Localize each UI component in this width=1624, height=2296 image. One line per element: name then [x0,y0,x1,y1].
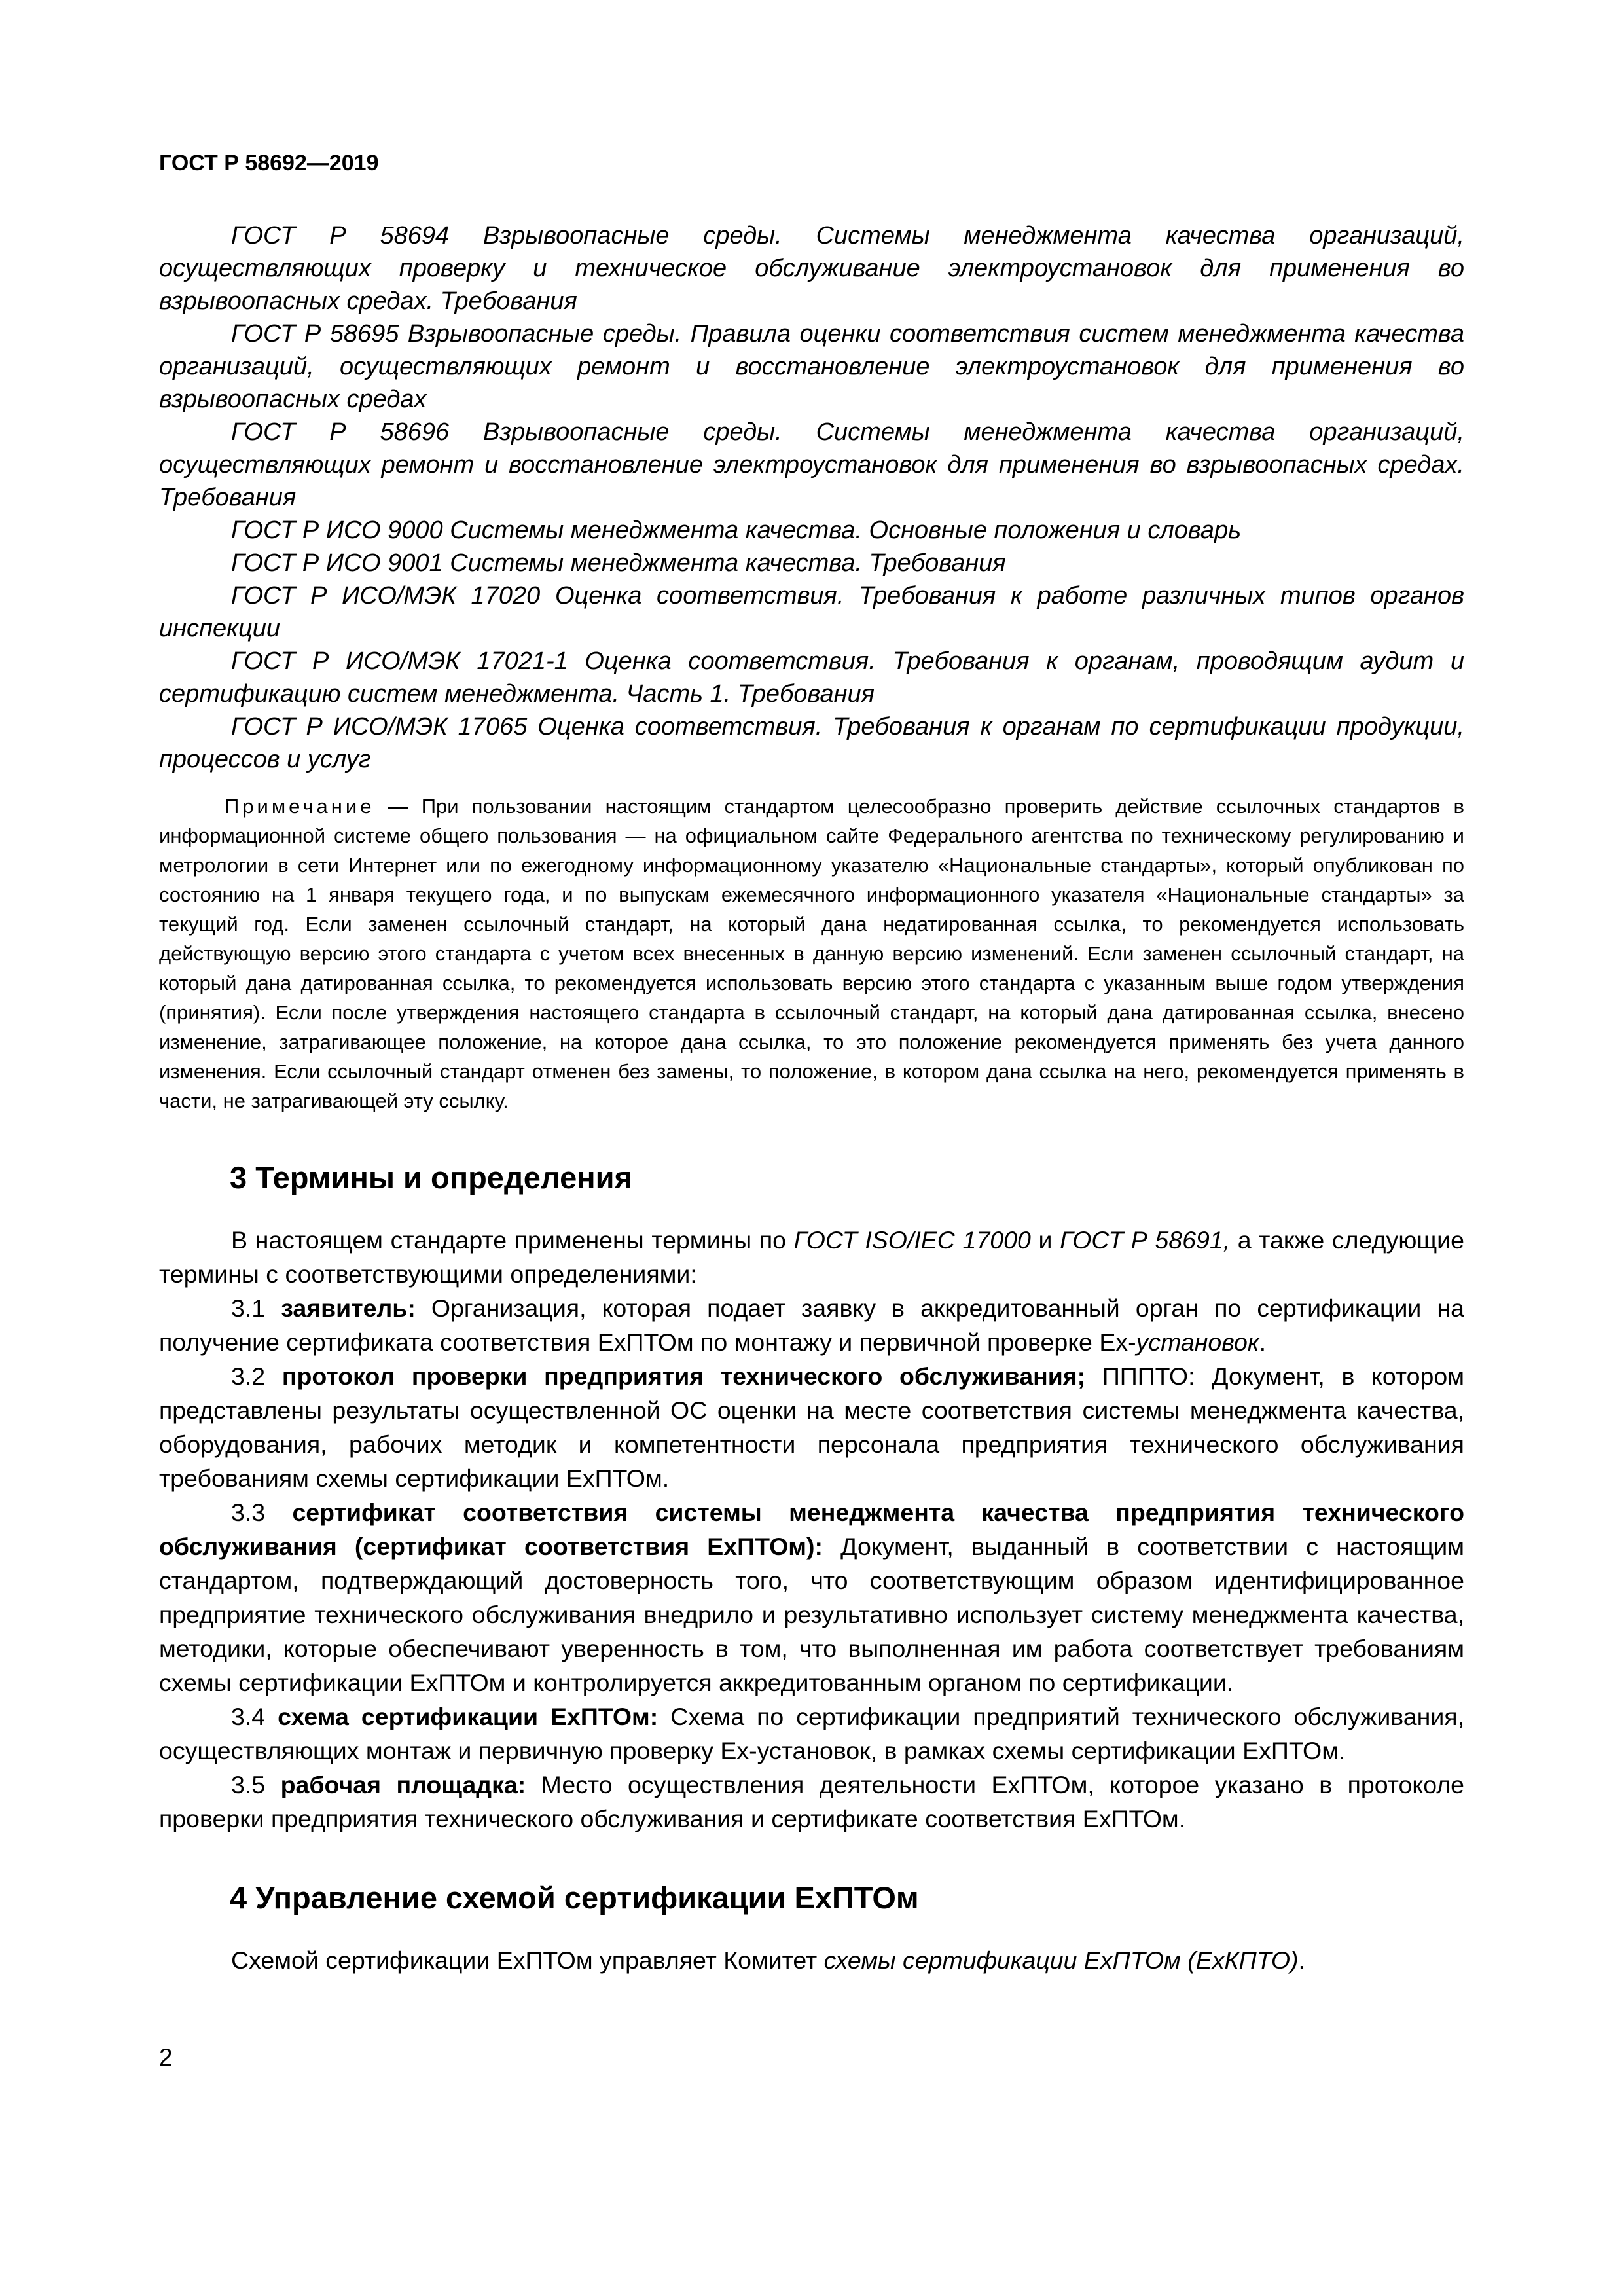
reference-item: ГОСТ Р 58694 Взрывоопасные среды. Системы менеджмента качества организаций, осуществляющих проверку и техническое обслуживание электроустановок для применения во взрывоопасных средах. Требования [159,222,1464,315]
term-number: 3.2 [231,1362,282,1390]
term-3-3 [159,1495,1464,1700]
normative-references-list [159,219,1464,776]
term-name: схема сертификации ExПТОм: [278,1703,659,1730]
term-name: рабочая площадка: [280,1771,526,1798]
reference-item: ГОСТ Р ИСО 9000 Системы менеджмента качества. Основные положения и словарь [231,517,1242,544]
reference-item: ГОСТ Р 58695 Взрывоопасные среды. Правила оценки соответствия систем менеджмента качества организаций, осуществляющих ремонт и восстановление электроустановок для применения во взрывоопасных средах [159,320,1464,413]
term-number: 3.4 [231,1703,278,1730]
note-label: Примечание [225,795,375,818]
page-content [159,219,1464,1977]
intro-text: В настоящем стандарте применены термины по [231,1226,794,1254]
section-3-intro [159,1223,1464,1291]
standard-header: ГОСТ Р 58692—2019 [159,151,379,175]
section-4-text-end: . [1298,1946,1305,1974]
term-number: 3.5 [231,1771,281,1798]
term-definition: Организация, которая подает заявку в аккредитованный орган по сертификации на получение сертификата соответствия ExПТОм по монтажу и первичной проверке Ex- [159,1294,1464,1356]
term-definition-italic: установок [1136,1328,1259,1356]
term-3-2 [159,1359,1464,1495]
section-3-body [159,1223,1464,1836]
note-text: — При пользовании настоящим стандартом целесообразно проверить действие ссылочных стандартов в информационной системе общего пользования — на официальном сайте Федерального агентства по техническому регулированию и метрологии в сети Интернет или по ежегодному информационному указателю «Национальные стандарты», который опубликован по состоянию на 1 января текущего года, и по выпускам ежемесячного информационного указателя «Национальные стандарты» за текущий год. Если заменен ссылочный стандарт, на который дана недатированная ссылка, то рекомендуется использовать действующую версию этого стандарта с учетом всех внесенных в данную версию изменений. Если заменен ссылочный стандарт, на который дана датированная ссылка, то рекомендуется использовать версию этого стандарта с указанным выше годом утверждения (принятия). Если после утверждения настоящего стандарта в ссылочный стандарт, на который дана датированная ссылка, внесено изменение, затрагивающее положение, на которое дана ссылка, то это положение рекомендуется применять без учета данного изменения. Если ссылочный стандарт отменен без замены, то положение, в котором дана ссылка на него, рекомендуется применять в части, не затрагивающей эту ссылку. [159,795,1464,1112]
term-number: 3.3 [231,1499,293,1526]
intro-text: а также следующие термины с соответствующими определениями: [159,1226,1464,1288]
intro-text: и [1030,1226,1060,1254]
section-4-heading: 4 Управление схемой сертификации ExПТОм [230,1880,919,1915]
reference-item: ГОСТ Р ИСО/МЭК 17065 Оценка соответствия. Требования к органам по сертификации продукции, процессов и услуг [159,713,1464,773]
term-definition: Место осуществления деятельности ExПТОм, которое указано в протоколе проверки предприятия технического обслуживания и сертификате соответствия ExПТОм. [159,1771,1464,1832]
term-definition: ПППТО: Документ, в котором представлены результаты осуществленной ОС оценки на месте соответствия системы менеджмента качества, оборудования, рабочих методик и компетентности персонала предприятия технического обслуживания требованиям схемы сертификации ExПТОм. [159,1362,1464,1492]
section-4-text-italic: схемы сертификации ExПТОм (ExКПТО) [823,1946,1299,1974]
reference-item: ГОСТ Р ИСО 9001 Системы менеджмента качества. Требования [231,549,1006,577]
term-name: протокол проверки предприятия технического обслуживания; [281,1362,1086,1390]
section-4-body [159,1943,1464,1977]
term-number: 3.1 [231,1294,281,1322]
term-name: заявитель: [281,1294,416,1322]
term-3-5 [159,1768,1464,1836]
section-4-text-part: Схемой сертификации ExПТОм управляет Комитет [231,1946,824,1974]
term-definition-end: . [1259,1328,1266,1356]
term-name: сертификат соответствия системы менеджмента качества предприятия технического обслуживания (сертификат соответствия ExПТОм): [159,1499,1464,1560]
intro-ref: ГОСТ Р 58691, [1060,1226,1231,1254]
term-definition: Схема по сертификации предприятий технического обслуживания, осуществляющих монтаж и первичную проверку Ex-установок, в рамках схемы сертификации ExПТОм. [159,1703,1465,1764]
term-definition: Документ, выданный в соответствии с настоящим стандартом, подтверждающий достоверность того, что соответствующим образом идентифицированное предприятие технического обслуживания внедрило и результативно использует систему менеджмента качества, методики, которые обеспечивают уверенность в том, что выполненная им работа соответствует требованиям схемы сертификации ExПТОм и контролируется аккредитованным органом по сертификации. [159,1533,1464,1696]
reference-item: ГОСТ Р 58696 Взрывоопасные среды. Системы менеджмента качества организаций, осуществляющих ремонт и восстановление электроустановок для применения во взрывоопасных средах. Требования [159,418,1464,511]
term-3-4 [159,1700,1464,1768]
page-number: 2 [159,2044,173,2071]
section-3-heading: 3 Термины и определения [230,1160,632,1195]
note-paragraph [159,792,1464,1116]
intro-ref: ГОСТ ISO/IEC 17000 [793,1226,1031,1254]
reference-item: ГОСТ Р ИСО/МЭК 17020 Оценка соответствия. Требования к работе различных типов органов инспекции [159,582,1464,642]
term-3-1 [159,1291,1464,1359]
reference-item: ГОСТ Р ИСО/МЭК 17021-1 Оценка соответствия. Требования к органам, проводящим аудит и сертификацию систем менеджмента. Часть 1. Требования [159,647,1464,708]
section-4-text [159,1943,1464,1977]
